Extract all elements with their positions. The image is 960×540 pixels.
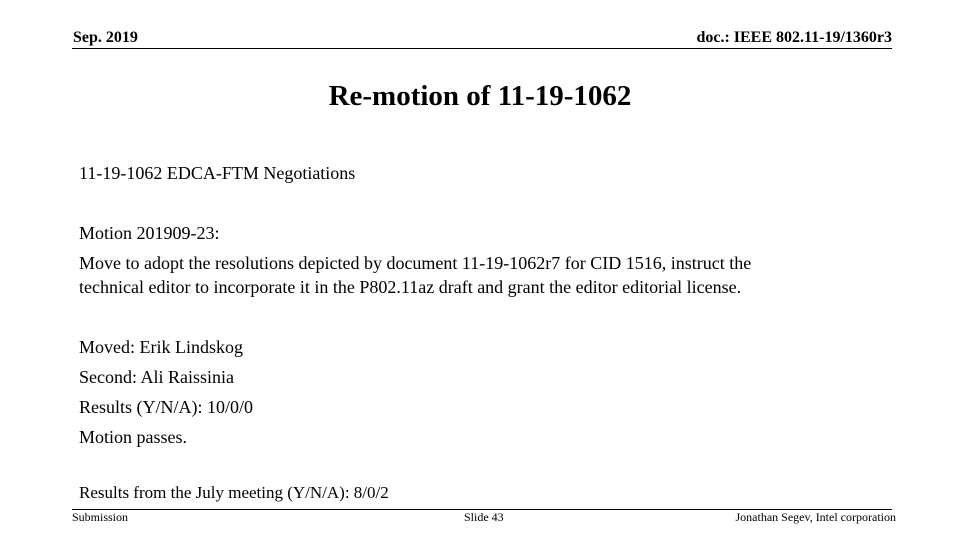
motion-heading — [79, 218, 220, 248]
footer-submission: Submission — [72, 510, 129, 524]
motion-outcome: Motion passes. — [79, 427, 187, 447]
header-divider — [72, 48, 892, 49]
july-results: Results from the July meeting (Y/N/A): 8/0/2 — [79, 483, 389, 502]
reference-line: 11-19-1062 EDCA-FTM Negotiations — [79, 163, 356, 183]
motion-text-line-1: Move to adopt the resolutions depicted by document 11-19-1062r7 for CID 1516, instruct the — [79, 253, 752, 273]
seconded-by: Second: Ali Raissinia — [79, 367, 234, 387]
motion-number: 201909-23: — [132, 223, 220, 243]
motion-label: Motion — [79, 223, 133, 243]
moved-by: Moved: Erik Lindskog — [79, 337, 243, 357]
header-doc-id: doc.: IEEE 802.11-19/1360r3 — [696, 29, 892, 46]
vote-results: Results (Y/N/A): 10/0/0 — [79, 397, 253, 417]
slide-title: Re-motion of 11-19-1062 — [328, 80, 632, 112]
footer-slide-number: Slide 43 — [464, 510, 504, 524]
motion-text-line-2: technical editor to incorporate it in the P802.11az draft and grant the editor editorial license. — [79, 277, 742, 297]
footer-author: Jonathan Segev, Intel corporation — [735, 510, 896, 524]
header-date: Sep. 2019 — [73, 29, 138, 46]
